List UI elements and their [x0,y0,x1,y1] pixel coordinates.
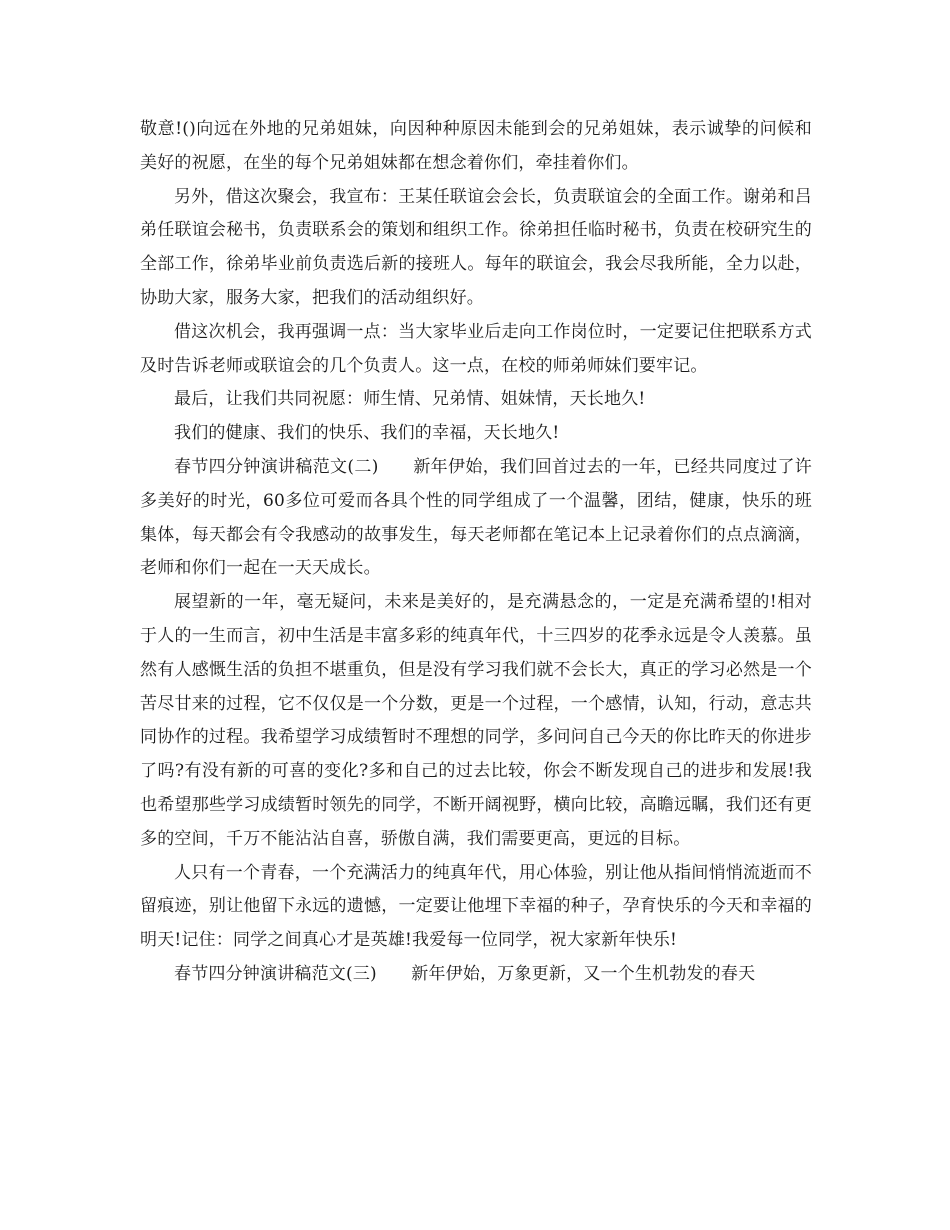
paragraph: 春节四分钟演讲稿范文(二) 新年伊始，我们回首过去的一年，已经共同度过了许多美好的时光，60多位可爱而各具个性的同学组成了一个温馨，团结，健康，快乐的班集体，每天都会有令我感动的故事发生，每天老师都在笔记本上记录着你们的点点滴滴，老师和你们一起在一天天成长。 [140,456,812,579]
paragraph: 展望新的一年，毫无疑问，未来是美好的，是充满悬念的，一定是充满希望的!相对于人的一生而言，初中生活是丰富多彩的纯真年代，十三四岁的花季永远是令人羡慕。虽然有人感慨生活的负担不堪重负，但是没有学习我们就不会长大，真正的学习必然是一个苦尽甘来的过程，它不仅仅是一个分数，更是一个过程，一个感情，认知，行动，意志共同协作的过程。我希望学习成绩暂时不理想的同学，多问问自己今天的你比昨天的你进步了吗?有没有新的可喜的变化?多和自己的过去比较，你会不断发现自己的进步和发展!我也希望那些学习成绩暂时领先的同学，不断开阔视野，横向比较，高瞻远瞩，我们还有更多的空间，千万不能沾沾自喜，骄傲自满，我们需要更高，更远的目标。 [140,592,812,849]
paragraph: 春节四分钟演讲稿范文(三) 新年伊始，万象更新，又一个生机勃发的春天 [174,963,756,984]
paragraph: 另外，借这次聚会，我宣布：王某任联谊会会长，负责联谊会的全面工作。谢弟和吕弟任联谊会秘书，负责联系会的策划和组织工作。徐弟担任临时秘书，负责在校研究生的全部工作，徐弟毕业前负责选后新的接班人。每年的联谊会，我会尽我所能，全力以赴，协助大家，服务大家，把我们的活动组织好。 [140,186,812,308]
paragraph: 最后，让我们共同祝愿：师生情、兄弟情、姐妹情，天长地久! [174,389,646,410]
paragraph: 我们的健康、我们的快乐、我们的幸福，天长地久! [174,423,560,444]
document-body [140,113,812,992]
paragraph: 借这次机会，我再强调一点：当大家毕业后走向工作岗位时，一定要记住把联系方式及时告诉老师或联谊会的几个负责人。这一点，在校的师弟师妹们要牢记。 [140,321,812,376]
paragraph: 敬意!()向远在外地的兄弟姐妹，向因种种原因未能到会的兄弟姐妹，表示诚挚的问候和美好的祝愿，在坐的每个兄弟姐妹都在想念着你们，牵挂着你们。 [140,119,812,173]
paragraph: 人只有一个青春，一个充满活力的纯真年代，用心体验，别让他从指间悄悄流逝而不留痕迹，别让他留下永远的遗憾，一定要让他埋下幸福的种子，孕育快乐的今天和幸福的明天!记住：同学之间真心才是英雄!我爱每一位同学，祝大家新年快乐! [140,862,812,951]
